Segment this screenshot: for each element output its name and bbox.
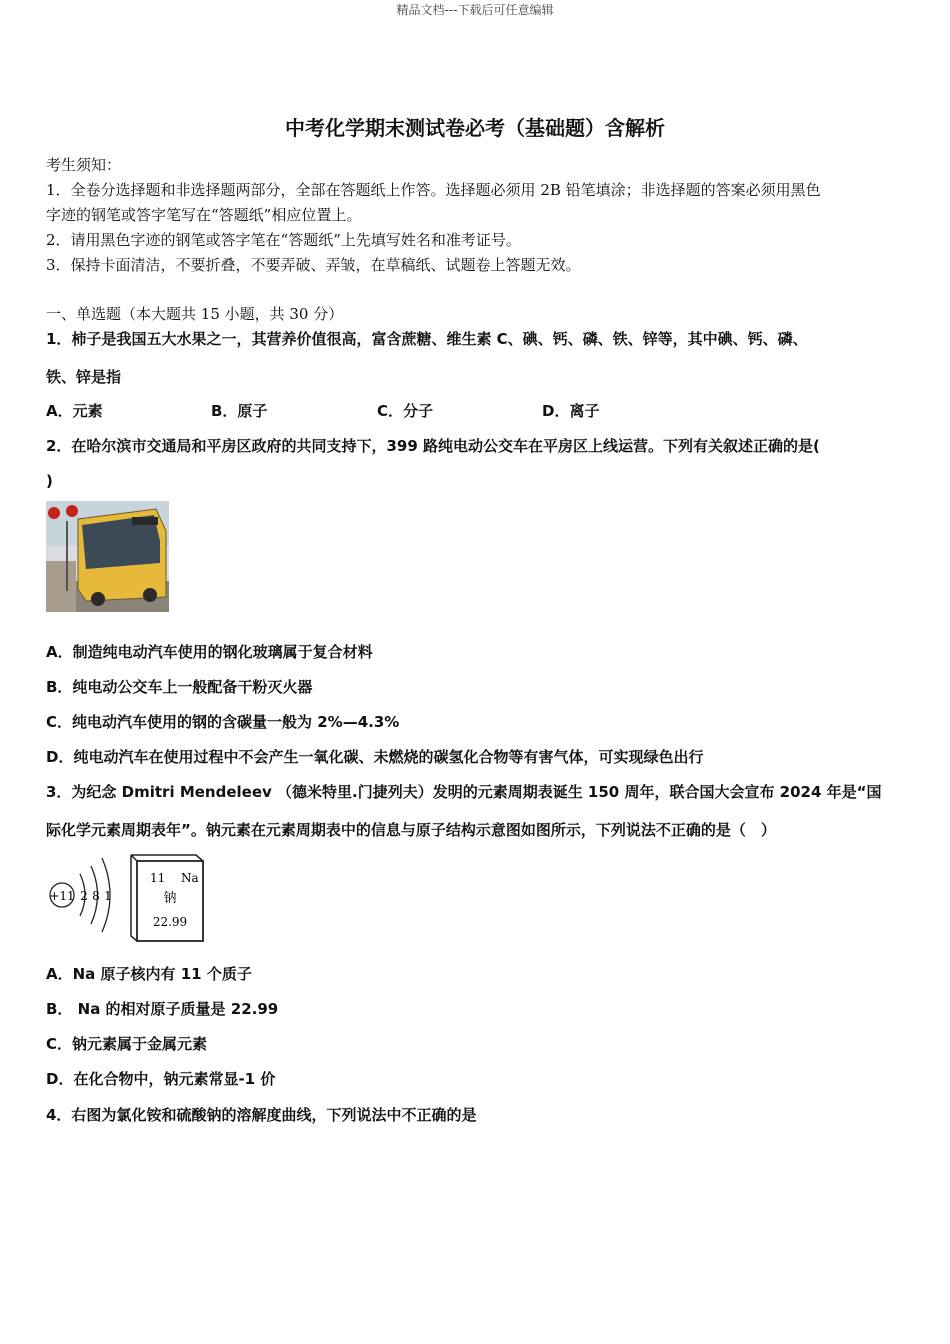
q3-option-d: D．在化合物中，钠元素常显-1 价 — [46, 1070, 276, 1088]
page-title: 中考化学期末测试卷必考（基础题）含解析 — [285, 116, 665, 140]
shell-3-electrons: 1 — [104, 889, 112, 903]
q1-option-b: B．原子 — [211, 402, 268, 420]
q1-option-d: D．离子 — [542, 402, 600, 420]
nucleus-charge: +11 — [49, 889, 75, 903]
q3-option-c: C．钠元素属于金属元素 — [46, 1035, 208, 1053]
q3-stem-line-2: 际化学元素周期表年”。钠元素在元素周期表中的信息与原子结构示意图如图所示，下列说法不正确的是（ ） — [46, 821, 776, 839]
atom-structure-diagram — [49, 858, 111, 932]
element-name: 钠 — [163, 891, 177, 906]
q1-option-c: C．分子 — [377, 402, 434, 420]
q2-stem-line-1: 2．在哈尔滨市交通局和平房区政府的共同支持下，399 路纯电动公交车在平房区上线运营。下列有关叙述正确的是( — [46, 437, 820, 455]
q3-stem-line-1: 3．为纪念 Dmitri Mendeleev （德米特里.门捷列夫）发明的元素周期表诞生 150 周年，联合国大会宣布 2024 年是“国 — [46, 783, 882, 801]
element-symbol: Na — [181, 871, 199, 885]
shell-2-electrons: 8 — [92, 889, 100, 903]
q2-stem-line-2: ) — [46, 472, 53, 490]
notice-line-4: 3．保持卡面清洁，不要折叠，不要弄破、弄皱，在草稿纸、试题卷上答题无效。 — [46, 256, 581, 274]
page-header: 精品文档---下载后可任意编辑 — [396, 3, 554, 17]
section-title: 一、单选题（本大题共 15 小题，共 30 分） — [46, 305, 344, 323]
notice-heading: 考生须知： — [46, 156, 122, 174]
q1-stem-line-1: 1．柿子是我国五大水果之一，其营养价值很高，富含蔗糖、维生素 C、碘、钙、磷、铁、锌等，其中碘、钙、磷、 — [46, 330, 808, 348]
q1-option-a: A．元素 — [46, 402, 103, 420]
q4-stem-line-1: 4．右图为氯化铵和硫酸钠的溶解度曲线，下列说法中不正确的是 — [46, 1106, 477, 1124]
periodic-table-cell — [131, 855, 203, 941]
q3-option-a: A．Na 原子核内有 11 个质子 — [46, 965, 252, 983]
atomic-number: 11 — [150, 871, 166, 885]
notice-line-1: 1．全卷分选择题和非选择题两部分，全部在答题纸上作答。选择题必须用 2B 铅笔填涂；非选择题的答案必须用黑色 — [46, 181, 821, 199]
q1-stem-line-2: 铁、锌是指 — [46, 368, 122, 386]
sodium-figure — [46, 852, 206, 944]
q2-option-b: B．纯电动公交车上一般配备干粉灭火器 — [46, 678, 313, 696]
notice-line-2: 字迹的钢笔或答字笔写在“答题纸”相应位置上。 — [46, 206, 362, 224]
shell-1-electrons: 2 — [80, 889, 88, 903]
q2-option-d: D．纯电动汽车在使用过程中不会产生一氧化碳、未燃烧的碳氢化合物等有害气体，可实现绿色出行 — [46, 748, 704, 766]
q2-option-c: C．纯电动汽车使用的钢的含碳量一般为 2%—4.3% — [46, 713, 400, 731]
notice-line-3: 2．请用黑色字迹的钢笔或答字笔在“答题纸”上先填写姓名和准考证号。 — [46, 231, 521, 249]
q2-option-a: A．制造纯电动汽车使用的钢化玻璃属于复合材料 — [46, 643, 373, 661]
q3-option-b: B． Na 的相对原子质量是 22.99 — [46, 1000, 279, 1018]
bus-photo — [46, 501, 169, 612]
atomic-mass: 22.99 — [152, 915, 188, 929]
